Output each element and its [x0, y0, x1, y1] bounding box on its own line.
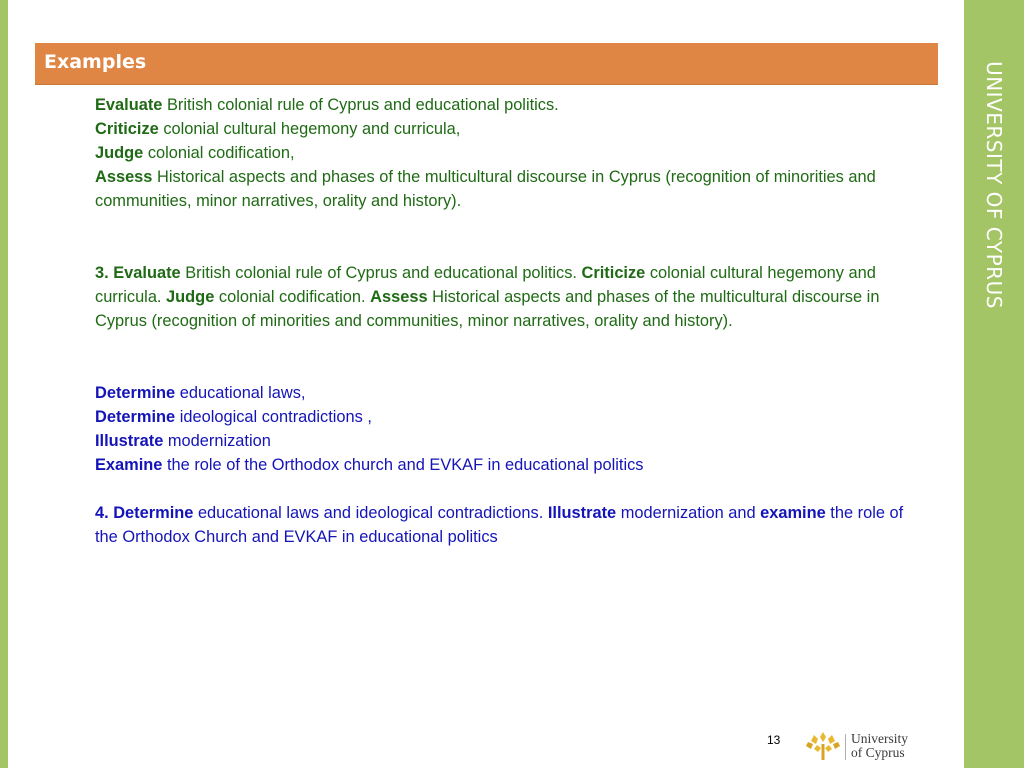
- list-item: [95, 117, 915, 141]
- item-text: educational laws and ideological contradictions.: [193, 504, 548, 522]
- action-verb: Assess: [370, 288, 428, 306]
- page-number: 13: [767, 733, 781, 747]
- action-verb: Criticize: [95, 120, 159, 138]
- action-verb: Criticize: [581, 264, 646, 282]
- action-verb: Determine: [95, 384, 176, 402]
- item-text: colonial cultural hegemony and curricula.: [95, 264, 876, 306]
- list-item: [95, 405, 915, 429]
- item-text: Historical aspects and phases of the multicultural discourse in Cyprus (recognition of minorities and communities, minor narratives, orality and history).: [95, 288, 880, 330]
- item-text: colonial codification.: [214, 288, 371, 306]
- item-text: British colonial rule of Cyprus and educational politics.: [180, 264, 582, 282]
- action-verb: Illustrate: [547, 504, 617, 522]
- page-title: Examples: [44, 51, 147, 73]
- left-accent-bar: [0, 0, 8, 768]
- item-text: modernization: [163, 432, 271, 450]
- action-verb: Judge: [95, 144, 144, 162]
- action-verb: Judge: [166, 288, 215, 306]
- item-text: the role of the Orthodox Church and EVKAF in educational politics: [95, 504, 904, 546]
- list-item: [95, 381, 915, 405]
- action-verb: Illustrate: [95, 432, 164, 450]
- list-item: [95, 429, 915, 453]
- item-text: modernization and: [616, 504, 761, 522]
- item-text: the role of the Orthodox church and EVKAF in educational politics: [162, 456, 644, 474]
- list-item: [95, 453, 915, 477]
- item-text: Historical aspects and phases of the multicultural discourse in Cyprus (recognition of minorities and communities, minor narratives, orality and history).: [95, 168, 876, 210]
- objectives-list-2: [95, 381, 915, 477]
- action-verb: examine: [760, 504, 826, 522]
- item-text: British colonial rule of Cyprus and educational politics.: [162, 96, 559, 114]
- objectives-list-1: [95, 93, 915, 213]
- logo-wordmark: University of Cyprus: [851, 731, 908, 760]
- action-verb: 3. Evaluate: [95, 264, 181, 282]
- action-verb: Assess: [95, 168, 153, 186]
- item-text: colonial cultural hegemony and curricula,: [158, 120, 461, 138]
- item-text: colonial codification,: [143, 144, 295, 162]
- list-item: [95, 93, 915, 117]
- vertical-university-title: UNIVERSITY OF CYPRUS: [982, 61, 1006, 309]
- item-text: educational laws,: [175, 384, 306, 402]
- tree-emblem-icon: [805, 730, 841, 762]
- list-item: [95, 141, 915, 165]
- action-verb: Determine: [95, 408, 176, 426]
- action-verb: Examine: [95, 456, 163, 474]
- action-verb: Evaluate: [95, 96, 163, 114]
- slide-content: [95, 93, 915, 549]
- list-item: [95, 165, 915, 213]
- item-text: ideological contradictions ,: [175, 408, 372, 426]
- university-logo: [805, 728, 935, 764]
- action-verb: 4. Determine: [95, 504, 194, 522]
- objective-paragraph-3: [95, 261, 915, 333]
- section-header: [35, 43, 938, 85]
- objective-paragraph-4: [95, 501, 915, 549]
